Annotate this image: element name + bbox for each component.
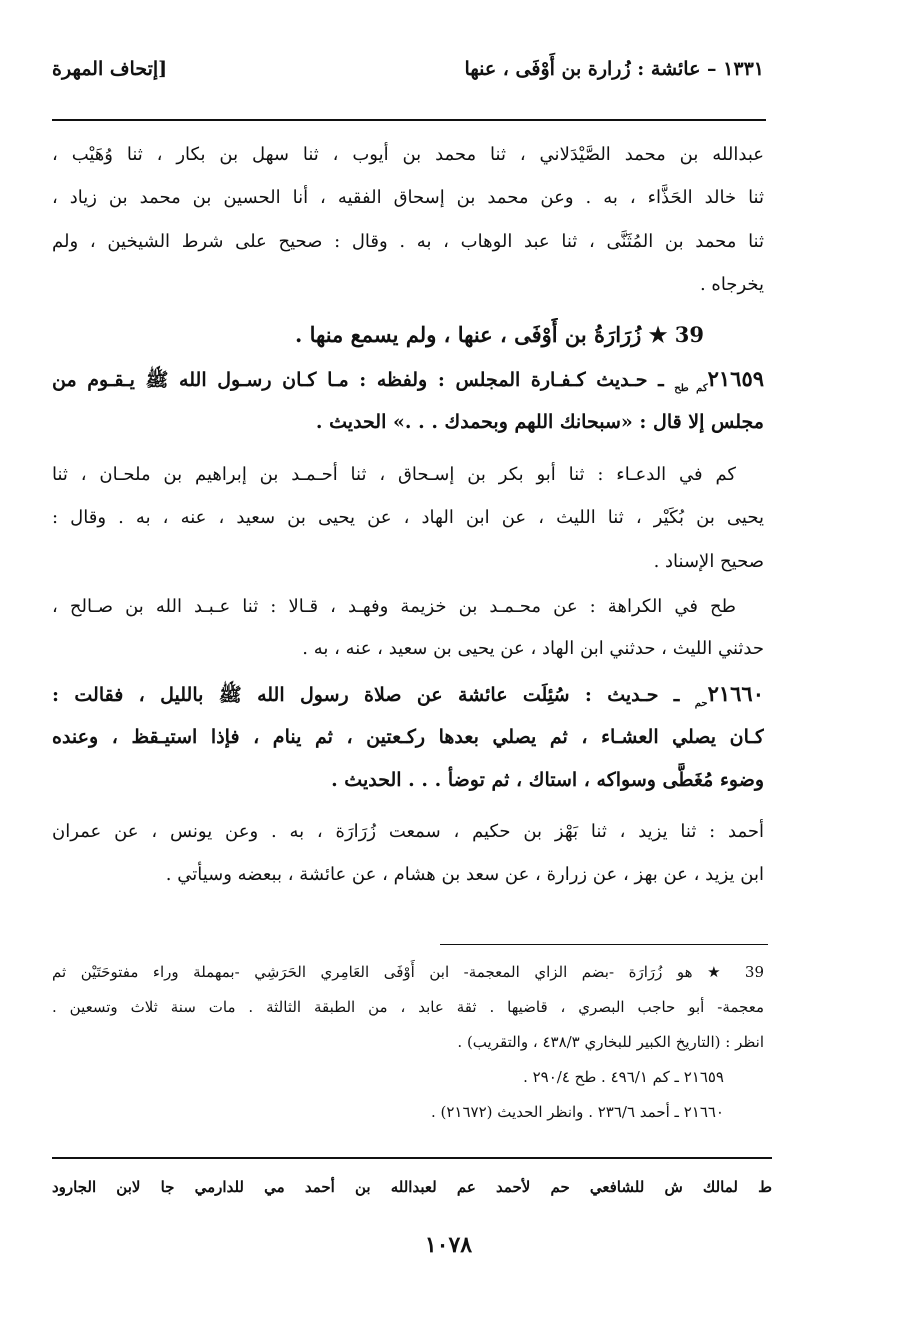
narrator-heading: 39 ★ زُرَارَةُ بن أَوْفَى ، عنها ، ولم يسمع منها . [295,322,704,347]
hadith-21659-line [52,362,764,396]
text-line: أحمد : ثنا يزيد ، ثنا بَهْز بن حكيم ، سمعت زُرَارَة ، به . وعن يونس ، عن عمران [52,821,764,842]
footnote-line: ٢١٦٥٩ ـ كم ٤٩٦/١ . طح ٢٩٠/٤ . [523,1068,724,1086]
header-rule [52,119,766,121]
abbreviations-rule [52,1157,772,1159]
abbreviations-legend [52,1172,772,1202]
footnote-line: معجمة- أبو حاجب البصري ، قاضيها . ثقة عابد ، من الطبقة الثالثة . مات سنة ثلاث وتسعين . [52,998,764,1016]
abbreviation: جا لابن الجارود [52,1178,175,1196]
hadith-21660-line [52,677,764,711]
text-line: طح في الكراهة : عن محـمـد بن خزيمة وفهـد ، قـالا : ثنا عـبـد الله بن صـالح ، [52,596,736,617]
page-header [52,58,764,92]
text-line: مجلس إلا قال : «سبحانك اللهم وبحمدك . . .» الحديث . [315,411,764,433]
text-line: عبدالله بن محمد الصَّيْدَلاني ، ثنا محمد بن أيوب ، ثنا سهل بن بكار ، ثنا وُهَيْب ، [52,144,764,165]
hadith-text: ـ حـديث : سُئِلَت عائشة عن صلاة رسول الله ﷺ بالليل ، فقالت : [52,684,680,706]
abbreviation: حم لأحمد [495,1178,570,1196]
footnote-rule [440,944,768,945]
footnote-line: 39 ★ هو زُرَارَة -بضم الزاي المعجمة- ابن أَوْفَى العَامِري الحَرَشِي -بمهملة وراء مفتوحَتَيْن ثم [52,963,764,981]
page-number: ١٠٧٨ [424,1232,473,1258]
abbreviation: ط لمالك [702,1178,772,1196]
hadith-number: ٢١٦٦٠ [707,681,764,706]
text-line: وضوء مُغَطًّى وسواكه ، استاك ، ثم توضأ . . . الحديث . [331,769,764,791]
footnote-line: انظر : (التاريخ الكبير للبخاري ٤٣٨/٣ ، والتقريب) . [457,1033,764,1051]
abbreviation: مي للدارمي [194,1178,285,1196]
text-line: يخرجاه . [699,274,764,295]
hadith-text: ـ حـديث كـفـارة المجلس : ولفظه : مـا كـان رسـول الله ﷺ يـقـوم من [52,369,664,391]
source-marks: حم [694,697,708,709]
source-marks: كم طح [674,382,708,394]
text-line: كم في الدعـاء : ثنا أبو بكر بن إسـحاق ، ثنا أحـمـد بن إبراهيم بن ملحـان ، ثنا [52,464,736,485]
text-line: يحيى بن بُكَيْر ، ثنا الليث ، عن ابن الهاد ، عن يحيى بن سعيد ، عنه ، به . وقال : [52,507,764,528]
running-title: ١٣٣١ – عائشة : زُرارة بن أَوْفَى ، عنها [464,58,764,80]
text-line: ثنا محمد بن المُثَنَّى ، ثنا عبد الوهاب ، به . وقال : صحيح على شرط الشيخين ، ولم [52,231,764,252]
text-line: ثنا خالد الحَذَّاء ، به . وعن محمد بن إسحاق الفقيه ، أنا الحسين بن محمد بن زياد ، [52,187,764,208]
text-line: ابن يزيد ، عن بهز ، عن زرارة ، عن سعد بن هشام ، عن عائشة ، ببعضه وسيأتي . [165,864,764,885]
text-line: كـان يصلي العشـاء ، ثم يصلي بعدها ركـعتين ، ثم ينام ، فإذا استيـقظ ، وعنده [52,726,764,748]
abbreviation: عم لعبدالله بن أحمد [304,1178,476,1196]
text-line: حدثني الليث ، حدثني ابن الهاد ، عن يحيى بن سعيد ، عنه ، به . [302,638,764,659]
book-title: [إتحاف المهرة [52,58,168,80]
abbreviation: ش للشافعي [589,1178,683,1196]
text-line: صحيح الإسناد . [653,551,764,572]
hadith-number: ٢١٦٥٩ [707,366,764,391]
footnote-line: ٢١٦٦٠ ـ أحمد ٢٣٦/٦ . وانظر الحديث (٢١٦٧٢) . [430,1103,724,1121]
